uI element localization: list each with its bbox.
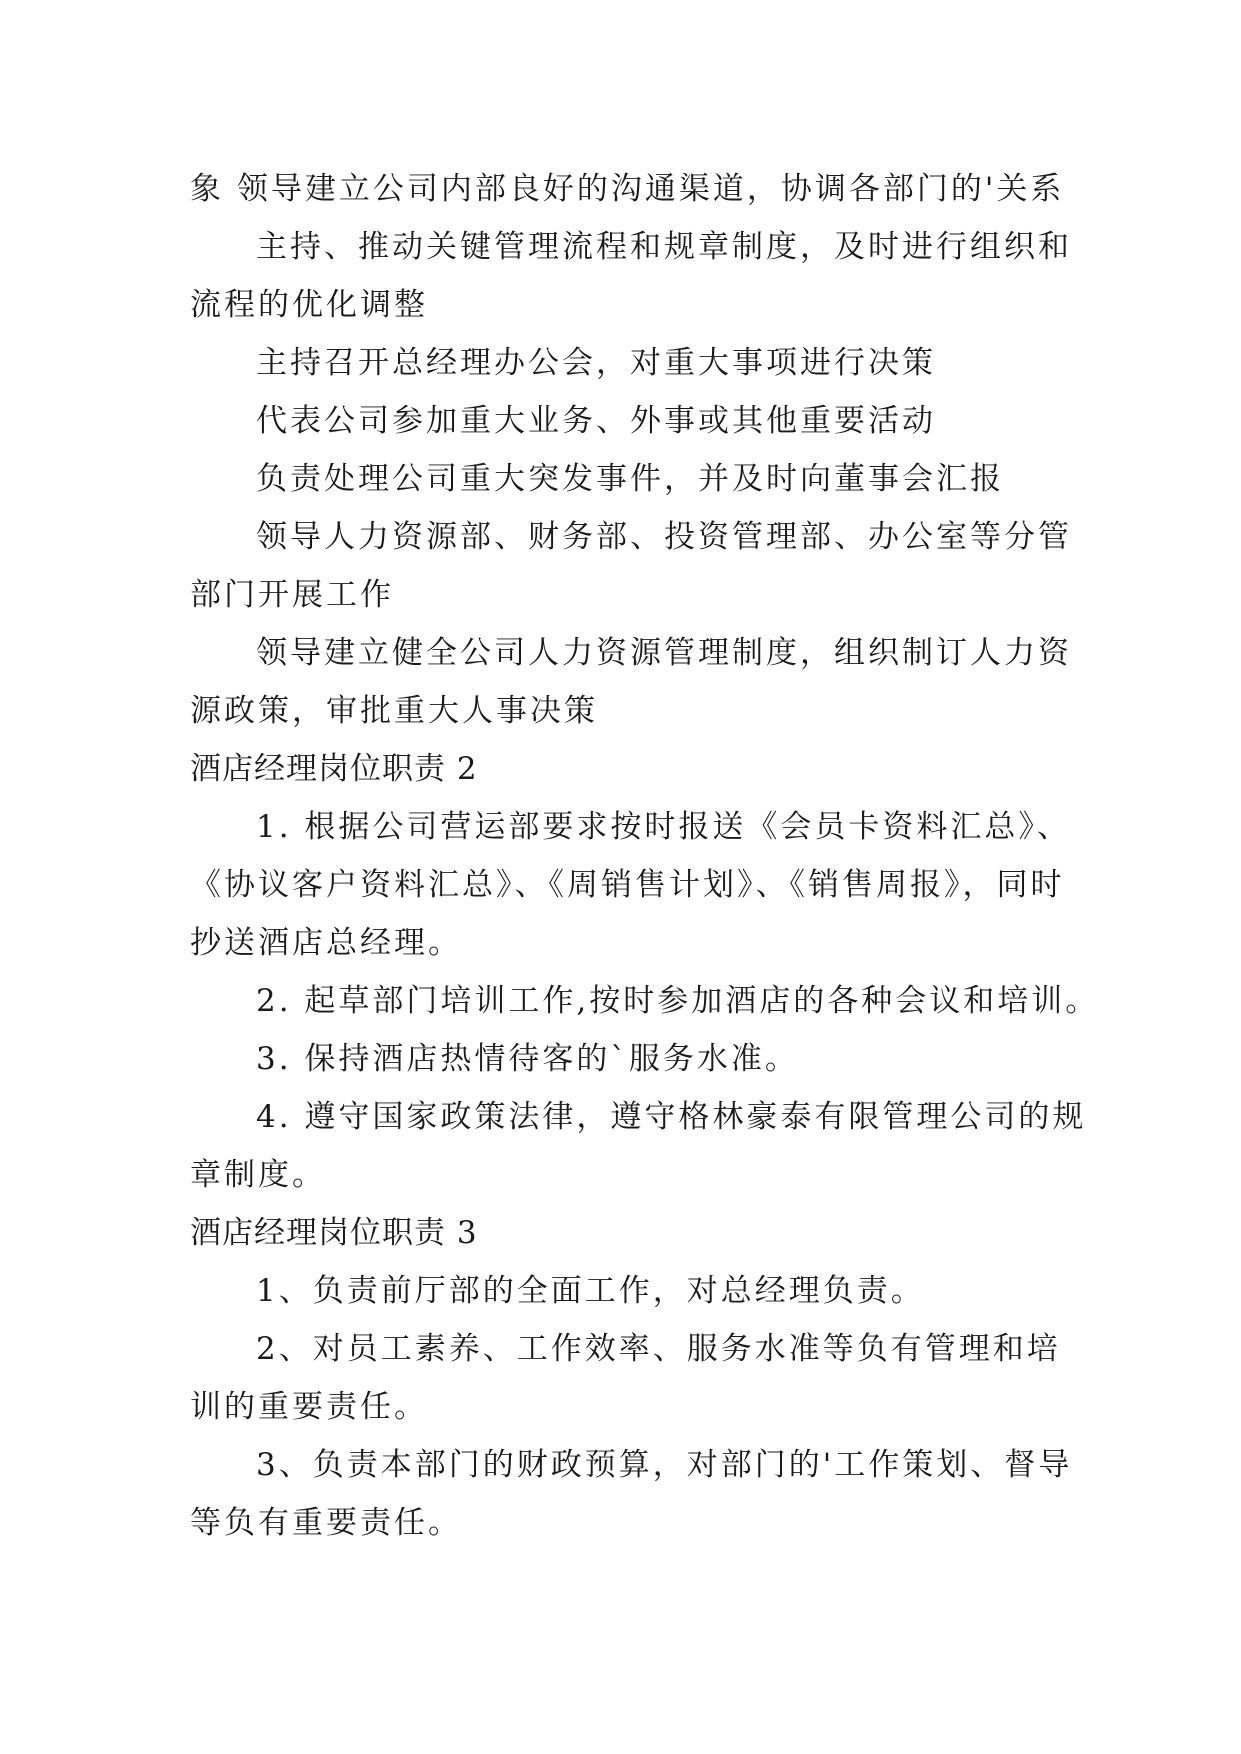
- text-line: 2. 起草部门培训工作,按时参加酒店的各种会议和培训。: [256, 983, 1100, 1019]
- text-line: 抄送酒店总经理。: [190, 925, 462, 961]
- text-line: 3、负责本部门的财政预算，对部门的'工作策划、督导: [256, 1447, 1073, 1483]
- text-line: 主持、推动关键管理流程和规章制度，及时进行组织和: [256, 229, 1072, 265]
- text-line: 训的重要责任。: [190, 1389, 428, 1425]
- text-line: 源政策，审批重大人事决策: [190, 693, 598, 729]
- text-line: 部门开展工作: [190, 577, 394, 613]
- text-line: 代表公司参加重大业务、外事或其他重要活动: [256, 403, 936, 439]
- text-line: 领导人力资源部、财务部、投资管理部、办公室等分管: [256, 519, 1072, 555]
- text-line: 4. 遵守国家政策法律，遵守格林豪泰有限管理公司的规: [256, 1099, 1087, 1135]
- text-line: 3. 保持酒店热情待客的`服务水准。: [256, 1041, 799, 1077]
- text-line: 象 领导建立公司内部良好的沟通渠道，协调各部门的'关系: [190, 171, 1065, 207]
- text-line: 等负有重要责任。: [190, 1505, 462, 1541]
- text-line: 《协议客户资料汇总》、《周销售计划》、《销售周报》，同时: [190, 867, 1065, 903]
- document-page: [190, 160, 1100, 1552]
- text-line: 流程的优化调整: [190, 287, 428, 323]
- text-line: 章制度。: [190, 1157, 326, 1193]
- text-line: 主持召开总经理办公会，对重大事项进行决策: [256, 345, 936, 381]
- section-heading: 酒店经理岗位职责 2: [190, 751, 478, 787]
- text-line: 领导建立健全公司人力资源管理制度，组织制订人力资: [256, 635, 1072, 671]
- section-heading: 酒店经理岗位职责 3: [190, 1215, 478, 1251]
- text-line: 负责处理公司重大突发事件，并及时向董事会汇报: [256, 461, 1004, 497]
- text-line: 1. 根据公司营运部要求按时报送《会员卡资料汇总》、: [256, 809, 1071, 845]
- text-line: 2、对员工素养、工作效率、服务水准等负有管理和培: [256, 1331, 1061, 1367]
- text-line: 1、负责前厅部的全面工作，对总经理负责。: [256, 1273, 925, 1309]
